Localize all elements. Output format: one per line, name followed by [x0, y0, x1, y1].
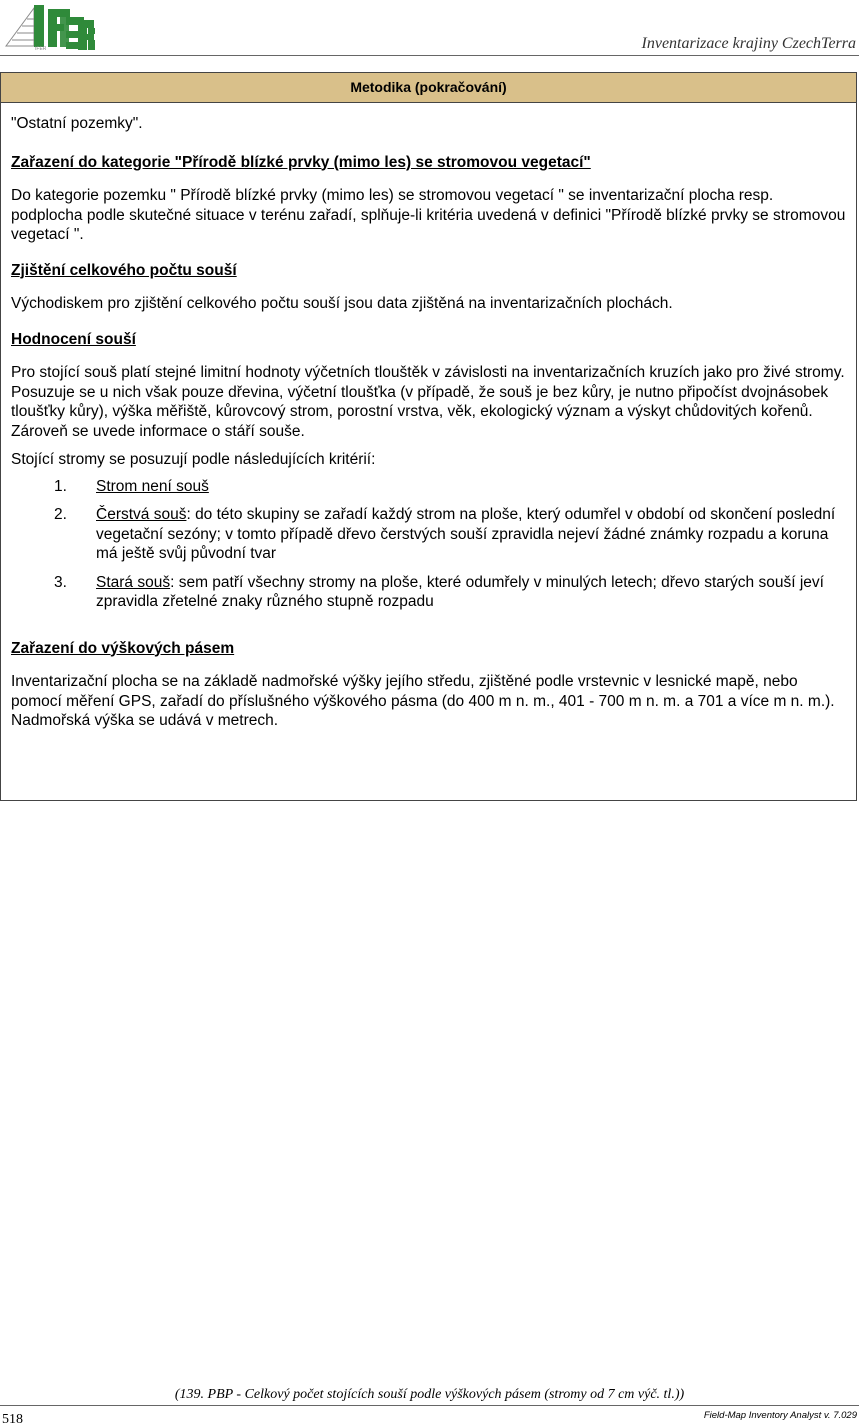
criterion-text: : sem patří všechny stromy na ploše, které odumřely v minulých letech; dřevo starých souší jeví zpravidla zřetelné znaky různého stupně rozpadu	[96, 573, 824, 610]
software-version: Field-Map Inventory Analyst v. 7.029	[703, 1410, 857, 1421]
list-item-number: 3.	[54, 573, 67, 591]
criterion-term: Strom není souš	[96, 477, 209, 495]
page-header	[0, 0, 859, 60]
heading-snag-count: Zjištění celkového počtu souší	[11, 261, 237, 279]
svg-text:IFER: IFER	[35, 46, 47, 52]
header-divider	[0, 55, 859, 56]
figure-caption: (139. PBP - Celkový počet stojících souší podle výškových pásem (stromy od 7 cm výč. tl.))	[174, 1387, 685, 1402]
paragraph-altitude-zones: Inventarizační plocha se na základě nadmořské výšky jejího středu, zjištěné podle vrstevnic v lesnické mapě, nebo pomocí měření GPS, zařadí do příslušného výškového pásma (do 400 m n. m., 401 - 700 m n. m. a 701 a více m n. m.). Nadmořská výška se udává v metrech.	[11, 673, 835, 729]
ifer-logo	[4, 2, 96, 54]
footer-divider	[0, 1405, 859, 1406]
document-title: Inventarizace krajiny CzechTerra	[641, 35, 856, 52]
heading-altitude-zones: Zařazení do výškových pásem	[11, 639, 235, 657]
criterion-text: : do této skupiny se zařadí každý strom na ploše, který odumřel v období od skončení poslední vegetační sezóny; v tomto případě dřevo čerstvých souší zpravidla nejeví žádné známky rozpadu a koruna má ještě svůj původní tvar	[96, 506, 836, 562]
list-item-number: 1.	[54, 477, 67, 495]
intro-text: "Ostatní pozemky".	[11, 115, 143, 132]
list-item-number: 2.	[54, 506, 67, 523]
section-title-band: Metodika (pokračování)	[1, 73, 856, 103]
criterion-term: Čerstvá souš	[96, 506, 187, 523]
methodology-content	[1, 114, 856, 731]
methodology-box	[0, 72, 857, 801]
heading-snag-evaluation: Hodnocení souší	[11, 330, 136, 348]
page-number: 518	[2, 1412, 23, 1427]
list-item	[11, 505, 846, 564]
criteria-list	[11, 477, 846, 612]
paragraph-category-trees: Do kategorie pozemku " Přírodě blízké prvky (mimo les) se stromovou vegetací " se inventarizační plocha resp. podplocha podle skutečné situace v terénu zařadí, splňuje-li kritéria uvedená v definici "Přírodě blízké prvky se stromovou vegetací ".	[11, 187, 846, 243]
paragraph-snag-evaluation: Pro stojící souš platí stejné limitní hodnoty výčetních tlouštěk v závislosti na inventarizačních kruzích jako pro živé stromy. Posuzuje se u nich však pouze dřevina, výčetní tloušťka (v případě, že souš je bez kůry, je nutno připočíst dvojnásobek tloušťky kůry), výška měřiště, kůrovcový strom, porostní vrstva, věk, ekologický význam a výskyt chůdovitých kořenů. Zároveň se uvede informace o stáří souše.	[11, 364, 845, 440]
heading-category-trees: Zařazení do kategorie "Přírodě blízké prvky (mimo les) se stromovou vegetací"	[11, 153, 591, 171]
criteria-intro: Stojící stromy se posuzují podle následujících kritérií:	[11, 451, 376, 468]
list-item	[11, 477, 846, 497]
criterion-term: Stará souš	[96, 573, 171, 591]
list-item	[11, 573, 846, 612]
paragraph-snag-count: Východiskem pro zjištění celkového počtu souší jsou data zjištěná na inventarizačních plochách.	[11, 295, 673, 312]
